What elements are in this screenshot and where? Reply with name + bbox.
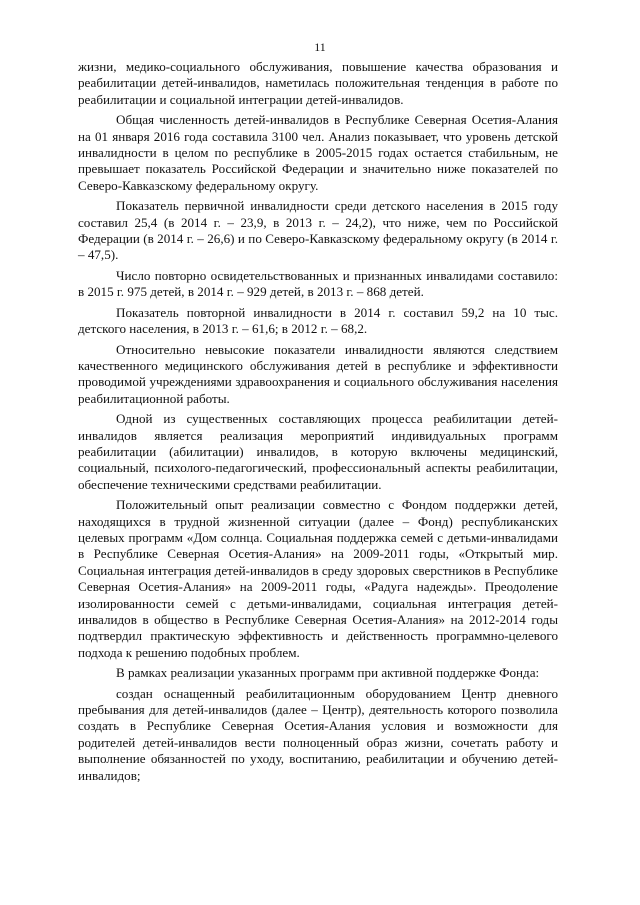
paragraph-5: Показатель повторной инвалидности в 2014 г. составил 59,2 на 10 тыс. детского населения, в 2013 г. – 61,6; в 2012 г. – 68,2. xyxy=(78,304,558,337)
paragraph-4: Число повторно освидетельствованных и признанных инвалидами составило: в 2015 г. 975 детей, в 2014 г. – 929 детей, в 2013 г. – 868 детей. xyxy=(78,267,558,300)
paragraph-1: жизни, медико-социального обслуживания, повышение качества образования и реабилитации детей-инвалидов, наметилась положительная тенденция в работе по реабилитации и социальной интеграции детей-инвалидов. xyxy=(78,59,558,107)
paragraph-2: Общая численность детей-инвалидов в Республике Северная Осетия-Алания на 01 января 2016 года составила 3100 чел. Анализ показывает, что уровень детской инвалидности в целом по республике в 2005-2015 годах остается стабильным, не превышает показатель Российской Федерации и значительно ниже показателей по Северо-Кавказскому федеральному округу. xyxy=(78,112,558,193)
document-body xyxy=(78,59,558,784)
paragraph-9: В рамках реализации указанных программ при активной поддержке Фонда: xyxy=(116,665,540,681)
paragraph-10: создан оснащенный реабилитационным оборудованием Центр дневного пребывания для детей-инвалидов (далее – Центр), деятельность которого позволила создать в Республике Северная Осетия-Алания условия и возможности для родителей детей-инвалидов вести полноценный образ жизни, сочетать работу и выполнение обязанностей по уходу, воспитанию, реабилитации и обучению детей-инвалидов; xyxy=(78,685,558,783)
paragraph-7: Одной из существенных составляющих процесса реабилитации детей-инвалидов является реализация мероприятий индивидуальных программ реабилитации (абилитации) инвалидов, в которую включены медицинский, социальный, психолого-педагогический, профессиональный аспекты реабилитации, обеспечение техническими средствами реабилитации. xyxy=(78,411,558,492)
paragraph-6: Относительно невысокие показатели инвалидности являются следствием качественного медицинского обслуживания детей в республике и эффективности проводимой учреждениями здравоохранения и социального обслуживания населения реабилитационной работы. xyxy=(78,341,558,406)
paragraph-3: Показатель первичной инвалидности среди детского населения в 2015 году составил 25,4 (в 2014 г. – 23,9, в 2013 г. – 24,2), что ниже, чем по Российской Федерации (в 2014 г. – 26,6) и по Северо-Кавказскому федеральному округу (в 2014 г. – 47,5). xyxy=(78,198,558,263)
page-number: 11 xyxy=(314,40,326,54)
paragraph-8: Положительный опыт реализации совместно с Фондом поддержки детей, находящихся в трудной жизненной ситуации (далее – Фонд) республиканских целевых программ «Дом солнца. Социальная поддержка семей с детьми-инвалидами в Республике Северная Осетия-Алания» на 2009-2011 годы, «Открытый мир. Социальная интеграция детей-инвалидов в среду здоровых сверстников в Республике Северная Осетия-Алания» на 2009-2011 годы, «Радуга надежды». Преодоление изолированности семей с детьми-инвалидами, социальная интеграция детей-инвалидов в общество в Республике Северная Осетия-Алания» на 2012-2014 годы подтвердил практическую эффективность и действенность программно-целевого подхода к решению подобных проблем. xyxy=(78,497,558,660)
